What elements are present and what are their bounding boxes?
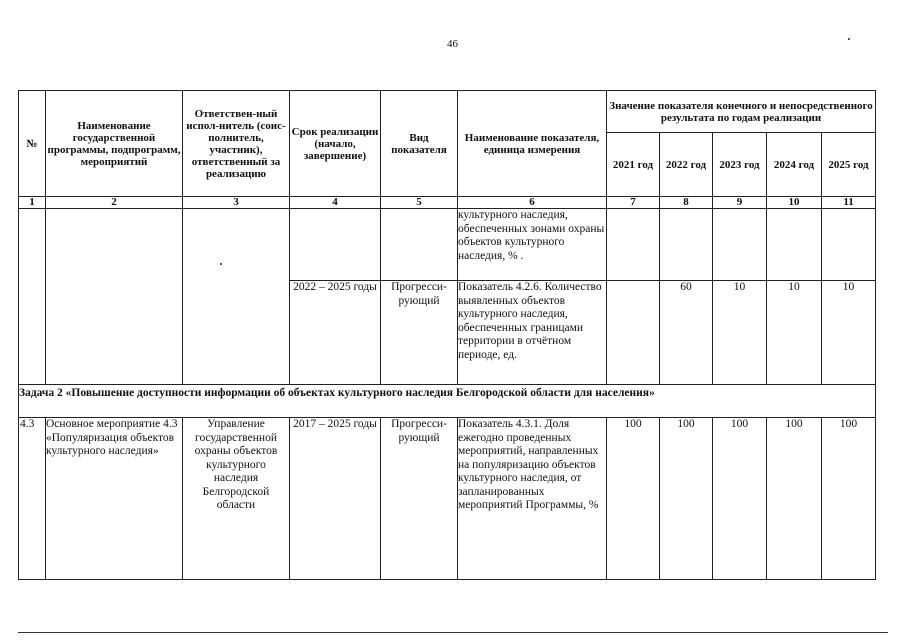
value-2023: 100 bbox=[713, 418, 767, 580]
table-row bbox=[19, 209, 876, 281]
header-program-name: Наименование государственной программы, подпрограмм, мероприятий bbox=[46, 91, 183, 197]
empty-cell bbox=[713, 209, 767, 281]
column-number: 1 bbox=[19, 197, 46, 209]
empty-cell bbox=[767, 209, 822, 281]
header-indicator-name: Наименование показателя, единица измерения bbox=[458, 91, 607, 197]
task-row bbox=[19, 385, 876, 418]
value-2023: 10 bbox=[713, 281, 767, 385]
page-bottom-rule bbox=[18, 632, 888, 633]
period-cell: 2017 – 2025 годы bbox=[290, 418, 381, 580]
row-number: 4.3 bbox=[19, 418, 46, 580]
column-number: 5 bbox=[381, 197, 458, 209]
column-number: 9 bbox=[713, 197, 767, 209]
column-number: 6 bbox=[458, 197, 607, 209]
page-number: 46 bbox=[447, 38, 458, 50]
empty-cell bbox=[660, 209, 713, 281]
executor-cell: Управление государственной охраны объектов культурного наследия Белгородской области bbox=[183, 418, 290, 580]
empty-cell bbox=[19, 209, 46, 385]
header-year: 2025 год bbox=[822, 133, 876, 197]
period-cell: 2022 – 2025 годы bbox=[290, 281, 381, 385]
empty-cell bbox=[290, 209, 381, 281]
header-values-group: Значение показателя конечного и непосредственного результата по годам реализации bbox=[607, 91, 876, 133]
task-heading bbox=[19, 385, 876, 418]
scan-speck bbox=[848, 38, 850, 40]
header-year: 2022 год bbox=[660, 133, 713, 197]
column-number: 7 bbox=[607, 197, 660, 209]
empty-cell bbox=[183, 209, 290, 385]
column-number-row bbox=[19, 197, 876, 209]
indicator-name-cell: Показатель 4.3.1. Доля ежегодно проведенных мероприятий, направленных на популяризацию объектов культурного наследия, от запланированных мероприятий Программы, % bbox=[458, 418, 607, 580]
header-executor: Ответствен-ный испол-нитель (соис-полнитель, участник), ответственный за реализацию bbox=[183, 91, 290, 197]
empty-cell bbox=[822, 209, 876, 281]
value-2021 bbox=[607, 281, 660, 385]
task-heading-text: Задача 2 «Повышение доступности информации об объектах культурного наследия Белгородской области для населения» bbox=[19, 387, 655, 399]
header-year: 2024 год bbox=[767, 133, 822, 197]
header-year: 2021 год bbox=[607, 133, 660, 197]
empty-cell bbox=[46, 209, 183, 385]
indicator-name-continued: культурного наследия, обеспеченных зонами охраны объектов культурного наследия, % . bbox=[458, 209, 607, 281]
value-2024: 100 bbox=[767, 418, 822, 580]
value-2025: 100 bbox=[822, 418, 876, 580]
column-number: 10 bbox=[767, 197, 822, 209]
header-indicator-type: Вид показателя bbox=[381, 91, 458, 197]
empty-cell bbox=[381, 209, 458, 281]
table-row bbox=[19, 418, 876, 580]
header-period: Срок реализации (начало, завершение) bbox=[290, 91, 381, 197]
value-2022: 100 bbox=[660, 418, 713, 580]
program-table bbox=[18, 90, 876, 580]
header-number: № bbox=[19, 91, 46, 197]
column-number: 2 bbox=[46, 197, 183, 209]
header-year: 2023 год bbox=[713, 133, 767, 197]
value-2025: 10 bbox=[822, 281, 876, 385]
indicator-name-cell: Показатель 4.2.6. Количество выявленных объектов культурного наследия, обеспеченных границами территории в отчётном периоде, ед. bbox=[458, 281, 607, 385]
column-number: 8 bbox=[660, 197, 713, 209]
value-2024: 10 bbox=[767, 281, 822, 385]
column-number: 3 bbox=[183, 197, 290, 209]
indicator-type-cell: Прогресси-рующий bbox=[381, 281, 458, 385]
column-number: 4 bbox=[290, 197, 381, 209]
value-2022: 60 bbox=[660, 281, 713, 385]
empty-cell bbox=[607, 209, 660, 281]
activity-name-cell: Основное мероприятие 4.3 «Популяризация объектов культурного наследия» bbox=[46, 418, 183, 580]
value-2021: 100 bbox=[607, 418, 660, 580]
header-row-1 bbox=[19, 91, 876, 133]
column-number: 11 bbox=[822, 197, 876, 209]
indicator-type-cell: Прогресси-рующий bbox=[381, 418, 458, 580]
